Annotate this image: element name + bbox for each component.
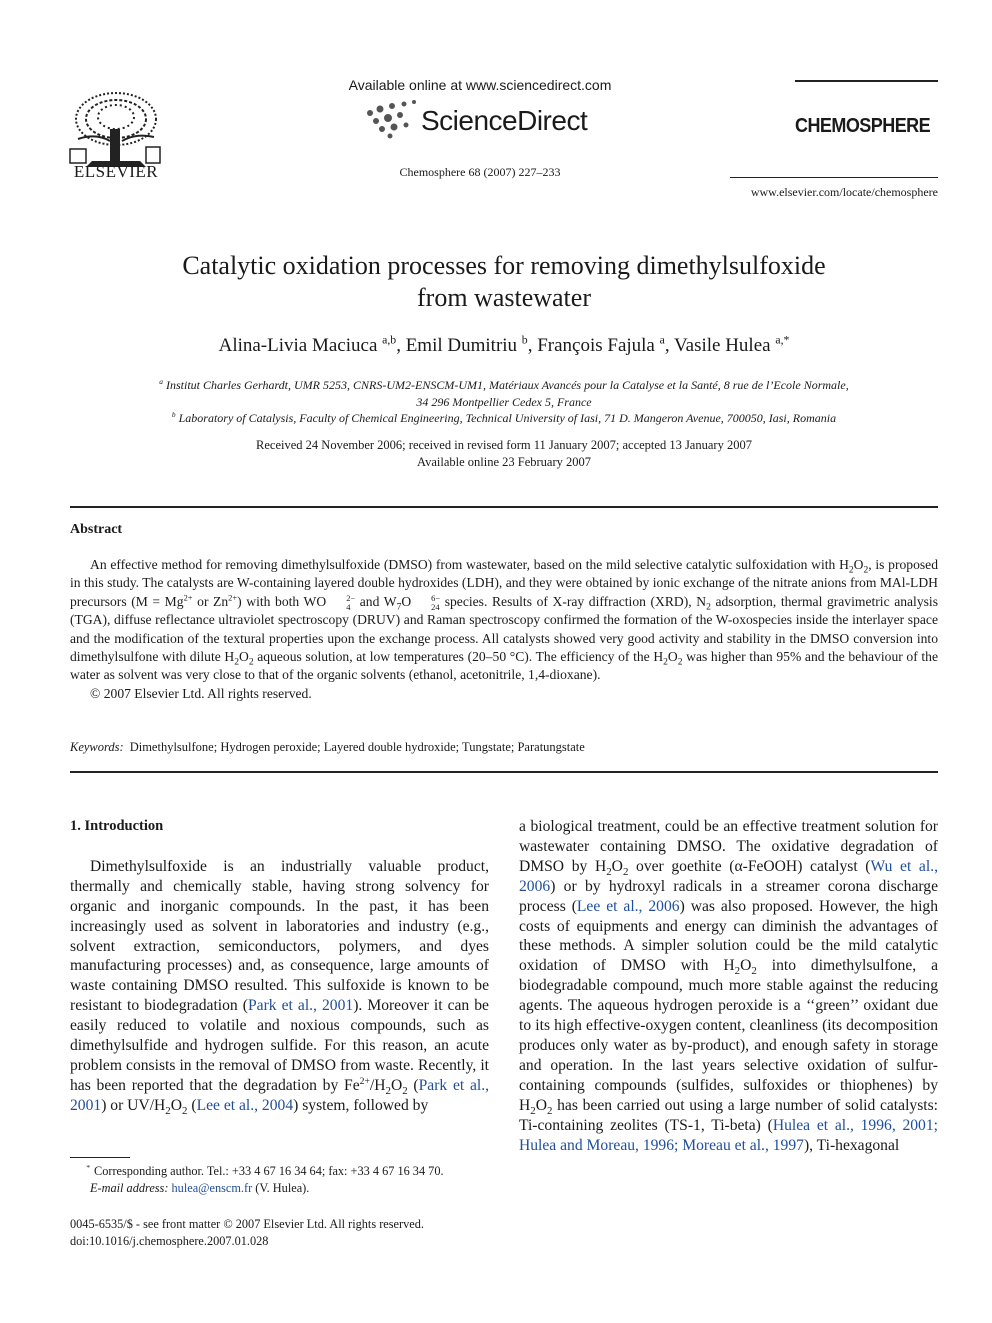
subscript: 2 — [848, 565, 854, 576]
subscript: 4 — [346, 601, 351, 612]
abstract-copyright: © 2007 Elsevier Ltd. All rights reserved. — [90, 685, 312, 701]
author-separator: , — [527, 335, 538, 356]
abstract-text: aqueous solution, at low temperatures (20–50 °C). The efficiency of the H — [253, 649, 664, 665]
affil-text: Institut Charles Gerhardt, UMR 5253, CNRS-UM2-ENSCM-UM1, Matériaux Avancés pour la Catalyse et la Santé, 8 rue de l’Ecole Normale, — [166, 378, 849, 392]
section-heading: 1. Introduction — [70, 818, 164, 834]
journal-citation: Chemosphere 68 (2007) 227–233 — [399, 165, 561, 179]
abstract-text: or Zn — [192, 593, 229, 609]
header-divider — [730, 177, 938, 178]
abstract-text: was higher than 95% and the behaviour of the water as solvent was very close to that of the organic solvents (ethanol, acetonitrile, 1,4-dioxane). — [70, 649, 939, 683]
section-divider — [70, 771, 938, 773]
affiliation-a — [70, 377, 938, 394]
body-text: O — [740, 957, 752, 975]
body-text: ). Moreover it can be easily reduced to volatile and noxious compounds, such as dimethylsulfide and hydrogen sulfide. For this reason, an acute problem consists in the removal of DMSO from waste. Recently, it has been reported that the degradation by Fe — [70, 997, 489, 1094]
body-text: O — [170, 1096, 183, 1114]
body-text: ) system, followed by — [293, 1096, 429, 1114]
footnote-line: * Corresponding author. Tel.: +33 4 67 16 34 64; fax: +33 4 67 16 34 70. — [86, 1162, 444, 1178]
section-divider — [70, 506, 938, 508]
superscript: 2− — [346, 593, 356, 604]
affiliations — [70, 377, 938, 427]
received-dates: Received 24 November 2006; received in revised form 11 January 2007; accepted 13 January 2007 — [256, 438, 752, 452]
body-text: ( — [187, 1096, 197, 1114]
affil-mark: b — [171, 410, 176, 419]
journal-url[interactable]: www.elsevier.com/locate/chemosphere — [750, 185, 938, 199]
doi-line[interactable]: doi:10.1016/j.chemosphere.2007.01.028 — [70, 1233, 269, 1248]
keywords-list: Dimethylsulfone; Hydrogen peroxide; Layered double hydroxide; Tungstate; Paratungstate — [129, 740, 585, 754]
abstract-text: O — [667, 649, 678, 665]
journal-top-rule — [795, 80, 938, 82]
body-text: ( — [407, 1076, 419, 1094]
article-history — [70, 437, 938, 471]
title-line: from wastewater — [417, 283, 591, 312]
author-name[interactable]: Alina-Livia Maciuca — [218, 335, 378, 356]
subsup-stack — [411, 594, 440, 611]
subscript: 2 — [606, 865, 612, 878]
citation-link[interactable]: Lee et al., 2006 — [576, 897, 680, 915]
author-name[interactable]: Emil Dumitriu — [405, 335, 518, 356]
author-affil-mark: a,b — [382, 333, 397, 347]
abstract-text: O — [401, 593, 412, 609]
subscript: 7 — [396, 602, 402, 613]
abstract-text: An effective method for removing dimethylsulfoxide (DMSO) from wastewater, based on the mild selective catalytic sulfoxidation with H — [90, 557, 849, 572]
footnote-rule — [70, 1157, 130, 1158]
citation-link[interactable]: Lee et al., 2004 — [196, 1096, 294, 1114]
affil-mark: a — [159, 377, 163, 386]
keywords-label: Keywords: — [70, 740, 124, 754]
subscript: 2 — [165, 1104, 171, 1117]
subscript: 2 — [706, 602, 711, 613]
footnote-text: Corresponding author. Tel.: +33 4 67 16 34 64; fax: +33 4 67 16 34 70. — [94, 1164, 444, 1178]
body-text: ) was also proposed. However, the high costs of equipments and energy can diminish the advantages of these methods. A simpler solution could be the mild catalytic oxidation of DMSO with H — [519, 897, 939, 975]
subsup-stack — [326, 594, 355, 611]
available-date: Available online 23 February 2007 — [416, 455, 592, 469]
subscript: 2 — [182, 1104, 188, 1117]
right-column — [519, 817, 938, 1155]
subscript: 2 — [385, 1084, 391, 1097]
abstract-text: and W — [355, 593, 397, 609]
keywords — [70, 740, 938, 755]
subscript: 2 — [234, 657, 239, 668]
abstract-text: species. Results of X-ray diffraction (XRD), N — [440, 593, 707, 609]
left-column — [70, 817, 489, 1116]
footnote-text: (V. Hulea). — [252, 1180, 310, 1195]
author-list — [70, 335, 938, 357]
superscript: 2+ — [359, 1075, 370, 1087]
body-text: /H — [369, 1076, 386, 1094]
email-label: E-mail address: — [90, 1180, 169, 1195]
body-text: O — [535, 1096, 547, 1114]
citation-link[interactable]: Wu et al., 2006 — [519, 857, 938, 895]
abstract-text: , is proposed in this study. The catalysts are W-containing layered double hydroxides (LDH), and they were obtained by ionic exchange of the nitrate anions from MAl-LDH precursors (M = Mg — [70, 557, 938, 609]
subscript: 2 — [751, 965, 757, 978]
author-name[interactable]: Vasile Hulea — [674, 335, 771, 356]
citation-link[interactable]: Park et al., 2001 — [70, 1076, 490, 1114]
superscript: 6− — [431, 593, 441, 604]
body-paragraph — [70, 857, 489, 1116]
body-text: O — [390, 1076, 403, 1094]
issn-line: 0045-6535/$ - see front matter © 2007 Elsevier Ltd. All rights reserved. — [70, 1217, 424, 1231]
body-text: Dimethylsulfoxide is an industrially valuable product, thermally and chemically stable, having strong solvency for organic and inorganic compounds. In the past, it has been increasingly used as solvent in laboratories and industry (e.g., solvent extraction, semiconductors, polymers, and dyes manufacturing processes) and, as consequence, large amounts of waste containing DMSO resulted. This sulfoxide is known to be resistant to biodegradation ( — [70, 857, 489, 1015]
affil-text: Laboratory of Catalysis, Faculty of Chemical Engineering, Technical University of Iasi, 71 D. Mangeron Avenue, 700050, Iasi, Romania — [178, 411, 837, 425]
body-text: into dimethylsulfone, a biodegradable compound, much more stable against the reducing agents. The aqueous hydrogen peroxide is a ‘‘green’’ oxidant due to its high effective-oxygen content, cleanliness (its decomposition produces only water as by-product), and enough safety in storage and operation. In the last years selective oxidation of sulfur-containing compounds (sulfides, sulfoxides or thiophenes) by H — [519, 957, 939, 1114]
email-link[interactable]: hulea@enscm.fr — [171, 1180, 253, 1195]
available-online-note: Available online at www.sciencedirect.com — [348, 77, 612, 93]
subscript: 2 — [546, 1104, 553, 1117]
publisher-name: ELSEVIER — [73, 162, 159, 181]
author-affil-mark: a — [659, 333, 665, 347]
body-paragraph — [519, 817, 938, 1155]
body-text: a biological treatment, could be an effective treatment solution for wastewater containing DMSO. The oxidative degradation of DMSO by H — [519, 818, 938, 875]
superscript: 2+ — [183, 592, 193, 603]
abstract-text: O — [853, 557, 864, 572]
body-text: has been carried out using a large number of solid catalysts: Ti-containing zeolites (TS-1, Ti-beta) ( — [519, 1096, 938, 1134]
platform-name: ScienceDirect — [421, 105, 588, 136]
body-text: O — [611, 857, 623, 875]
abstract-body — [70, 556, 938, 703]
author-separator: , — [396, 335, 406, 356]
body-text: ) or UV/H — [101, 1096, 166, 1114]
body-text: ) or by hydroxyl radicals in a streamer corona discharge process ( — [519, 877, 938, 915]
affil-text: 34 296 Montpellier Cedex 5, France — [416, 394, 592, 409]
citation-link[interactable]: Hulea et al., 1996, 2001; Hulea and Moreau, 1996; Moreau et al., 1997 — [519, 1116, 938, 1154]
subscript: 2 — [530, 1104, 536, 1117]
issn-block — [70, 1216, 489, 1249]
abstract-heading: Abstract — [70, 522, 123, 537]
abstract-text: O — [239, 649, 249, 665]
citation-link[interactable]: Park et al., 2001 — [247, 997, 354, 1015]
corresponding-author-footnote — [70, 1163, 489, 1196]
affiliation-b — [70, 410, 938, 427]
sciencedirect-dots-icon — [360, 97, 420, 143]
subscript: 2 — [677, 657, 683, 668]
subscript: 2 — [863, 565, 869, 576]
journal-name: CHEMOSPHERE — [795, 115, 931, 137]
article-title — [70, 250, 938, 314]
author-separator: , — [664, 335, 675, 356]
subscript: 24 — [431, 601, 440, 612]
author-affil-mark: b — [521, 333, 528, 347]
author-name[interactable]: François Fajula — [537, 335, 655, 356]
subscript: 2 — [622, 865, 629, 878]
subscript: 2 — [402, 1084, 408, 1097]
title-line: Catalytic oxidation processes for removing dimethylsulfoxide — [182, 251, 826, 280]
subscript: 2 — [248, 657, 254, 668]
body-text: ), Ti-hexagonal — [803, 1136, 900, 1154]
abstract-text: adsorption, thermal gravimetric analysis (TGA), diffuse reflectance ultraviolet spectroscopy (DRUV) and Raman spectroscopy confirmed the formation of the W-oxospecies inside the interlayer space and the modification of the textural properties upon the exchange process. All catalysts showed very good activity and stability in the DMSO conversion into dimethylsulfone with dilute H — [70, 593, 938, 665]
superscript: 2+ — [228, 592, 238, 603]
subscript: 2 — [734, 965, 741, 978]
body-text: over goethite (α-FeOOH) catalyst ( — [628, 857, 871, 875]
subscript: 2 — [663, 657, 668, 668]
abstract-text: ) with both WO — [237, 593, 327, 609]
author-affil-mark: a,* — [775, 333, 790, 347]
abstract-paragraph — [70, 556, 938, 685]
footnote-line — [70, 1180, 489, 1197]
